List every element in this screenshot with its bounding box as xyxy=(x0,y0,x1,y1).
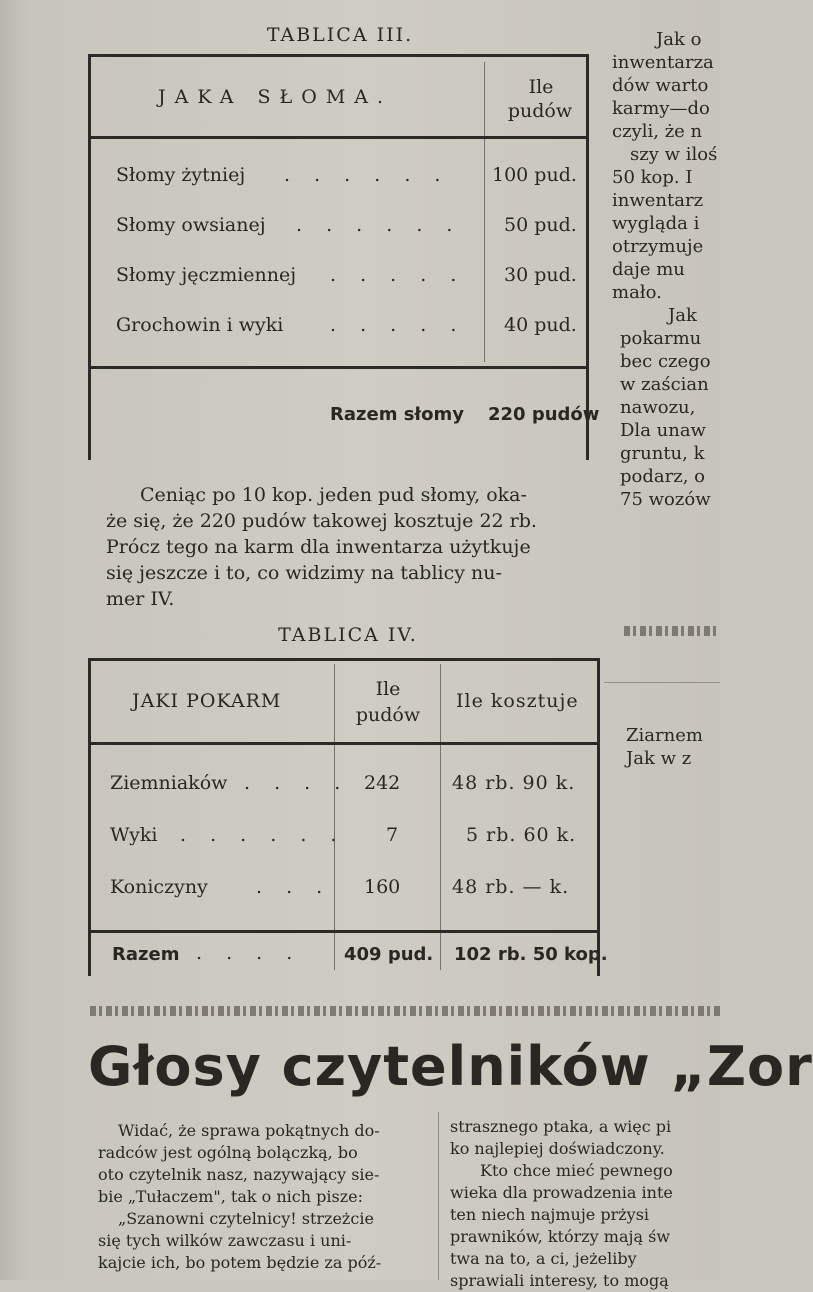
table3-row-name: Grochowin i wyki xyxy=(116,314,284,336)
paragraph-line: mer IV. xyxy=(106,588,175,610)
right-column-line: 50 kop. I xyxy=(612,167,693,188)
paragraph-line: Ceniąc po 10 kop. jeden pud słomy, oka- xyxy=(140,484,527,506)
right-column-line: Jak xyxy=(668,305,697,326)
table3-row-value: 40 pud. xyxy=(504,314,577,336)
paragraph-line: Prócz tego na karm dla inwentarza użytkuje xyxy=(106,536,531,558)
table3-header-kind: JAKA SŁOMA. xyxy=(158,86,393,108)
right-column-line: Dla unaw xyxy=(620,420,706,441)
table3-caption: TABLICA III. xyxy=(266,24,414,46)
right-column-line: inwentarza xyxy=(612,52,714,73)
right-column-line: otrzymuje xyxy=(612,236,704,257)
table4-total-rule xyxy=(88,930,600,933)
table3-left-rule xyxy=(88,54,91,460)
article-line: wieka dla prowadzenia inte xyxy=(450,1183,673,1202)
table3-row-dots: . . . . . . xyxy=(296,214,462,236)
table3-row-dots: . . . . . xyxy=(330,314,466,336)
paragraph-line: że się, że 220 pudów takowej kosztuje 22 rb. xyxy=(106,510,537,532)
article-line: Widać, że sprawa pokątnych do- xyxy=(118,1121,380,1140)
right-column-line: wygląda i xyxy=(612,213,700,234)
right-column-line: nawozu, xyxy=(620,397,696,418)
table4-divider-1 xyxy=(334,664,335,970)
right-column-line: Jak w z xyxy=(626,748,692,769)
article-headline: Głosy czytelników „Zor xyxy=(88,1035,813,1098)
article-line: radców jest ogólną bolączką, bo xyxy=(98,1143,358,1162)
table3-row-dots: . . . . . xyxy=(330,264,466,286)
table4-total-qty: 409 pud. xyxy=(344,944,434,965)
table3-total-rule xyxy=(88,366,588,369)
right-column-line: Ziarnem xyxy=(626,725,703,746)
right-column-line: karmy—do xyxy=(612,98,710,119)
table3-row-dots: . . . . . . xyxy=(284,164,450,186)
table4-total-label: Razem xyxy=(112,944,180,965)
right-column-text xyxy=(612,28,722,511)
article-line: twa na to, a ci, jeżeliby xyxy=(450,1249,637,1268)
article-line: ko najlepiej doświadczony. xyxy=(450,1139,665,1158)
table4-row-qty: 160 xyxy=(364,876,401,898)
right-column-rule xyxy=(604,682,720,683)
table4-row-cost: 48 rb. — k. xyxy=(452,876,570,898)
table4-left-rule xyxy=(88,658,91,976)
table3-row-name: Słomy żytniej xyxy=(116,164,246,186)
table4-row-qty: 7 xyxy=(386,824,399,846)
article-line: kajcie ich, bo potem będzie za póź- xyxy=(98,1253,382,1272)
table4-row-qty: 242 xyxy=(364,772,401,794)
article-column-rule xyxy=(438,1112,439,1280)
table4-row-name: Koniczyny xyxy=(110,876,208,898)
article-line: Kto chce mieć pewnego xyxy=(480,1161,673,1180)
table4-header-rule xyxy=(88,742,600,745)
table3-row-value: 30 pud. xyxy=(504,264,577,286)
right-column-line: Jak o xyxy=(656,29,702,50)
article-line: ten niech najmuje prżysi xyxy=(450,1205,650,1224)
table4-header-qty-line2: pudów xyxy=(355,704,421,726)
table3-total-value: 220 pudów xyxy=(488,404,600,425)
table4-row-name: Ziemniaków xyxy=(110,772,228,794)
table4-divider-2 xyxy=(440,664,441,970)
table3-top-rule xyxy=(88,54,588,57)
table3-row-value: 50 pud. xyxy=(504,214,577,236)
table4-caption: TABLICA IV. xyxy=(278,624,418,646)
article-line: się tych wilków zawczasu i uni- xyxy=(98,1231,352,1250)
right-column-line: w zaścian xyxy=(620,374,709,395)
table4-total-cost: 102 rb. 50 kop. xyxy=(454,944,608,965)
article-line: strasznego ptaka, a więc pi xyxy=(450,1117,672,1136)
table4-header-cost: Ile kosztuje xyxy=(456,690,579,712)
article-line: sprawiali interesy, to mogą xyxy=(450,1271,669,1290)
table4-row-dots: . . . . . . xyxy=(180,824,346,846)
right-column-line: podarz, o xyxy=(620,466,705,487)
table4-row-dots: . . . xyxy=(256,876,332,898)
article-line: prawników, którzy mają św xyxy=(450,1227,671,1246)
table4-top-rule xyxy=(88,658,600,661)
table3-column-divider xyxy=(484,62,485,362)
ornament-divider-right xyxy=(624,626,720,636)
table4-header-kind: JAKI POKARM xyxy=(132,690,282,712)
article-line: bie „Tułaczem", tak o nich pisze: xyxy=(98,1187,363,1206)
article-line: oto czytelnik nasz, nazywający sie- xyxy=(98,1165,380,1184)
table3-row-value: 100 pud. xyxy=(492,164,577,186)
right-column-line: mało. xyxy=(612,282,662,303)
table4-total-dots: . . . . xyxy=(196,942,302,964)
paragraph-line: się jeszcze i to, co widzimy na tablicy nu- xyxy=(106,562,502,584)
body-paragraph xyxy=(106,482,596,612)
ornament-divider xyxy=(90,1006,720,1016)
right-column-line: 75 wozów xyxy=(620,489,711,510)
right-column-line: czyli, że n xyxy=(612,121,703,142)
right-column-line: pokarmu xyxy=(620,328,702,349)
article-right-column xyxy=(450,1116,720,1292)
table4-header-qty-line1: Ile xyxy=(375,678,401,700)
right-column-fragment xyxy=(626,724,736,770)
table3-total-label: Razem słomy xyxy=(330,404,464,425)
right-column-line: gruntu, k xyxy=(620,443,705,464)
table4-right-rule xyxy=(597,658,600,976)
table4-row-name: Wyki xyxy=(110,824,158,846)
right-column-line: daje mu xyxy=(612,259,685,280)
table3-row-name: Słomy jęczmiennej xyxy=(116,264,297,286)
table3-header-rule xyxy=(88,136,588,139)
right-column-line: dów warto xyxy=(612,75,709,96)
table4-row-dots: . . . . xyxy=(244,772,350,794)
table3-header-qty-line1: Ile xyxy=(528,76,554,98)
table3-row-name: Słomy owsianej xyxy=(116,214,266,236)
table4-row-cost: 48 rb. 90 k. xyxy=(452,772,576,794)
right-column-line: szy w iloś xyxy=(630,144,718,165)
right-column-line: bec czego xyxy=(620,351,711,372)
table4-row-cost: 5 rb. 60 k. xyxy=(466,824,577,846)
right-column-line: inwentarz xyxy=(612,190,704,211)
table3-right-rule xyxy=(586,54,589,460)
article-left-column xyxy=(98,1120,428,1274)
article-line: „Szanowni czytelnicy! strzeżcie xyxy=(118,1209,374,1228)
table3-header-qty-line2: pudów xyxy=(507,100,573,122)
